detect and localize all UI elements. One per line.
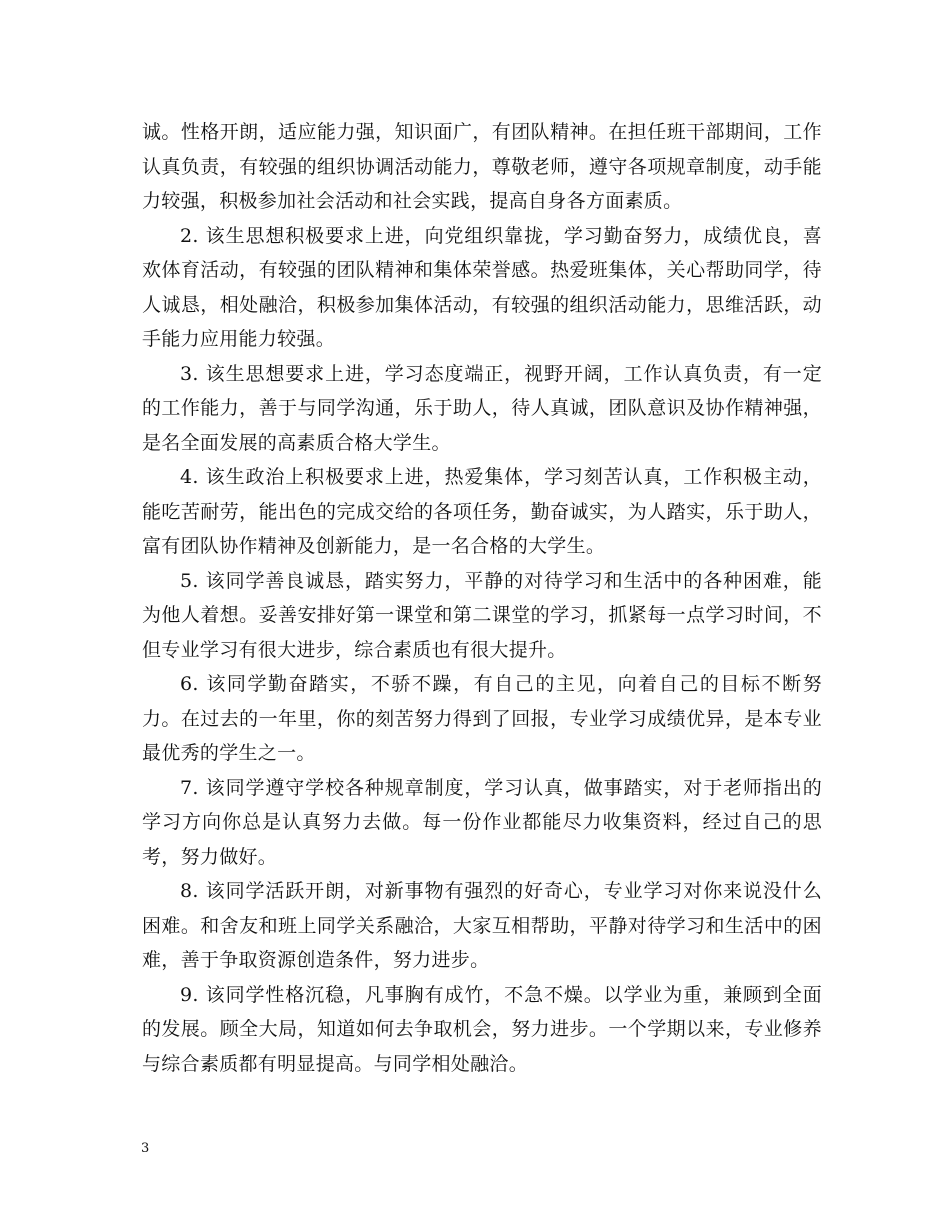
paragraph-item-6: 6. 该同学勤奋踏实，不骄不躁，有自己的主见，向着自己的目标不断努力。在过去的一年里，你的刻苦努力得到了回报，专业学习成绩优异，是本专业最优秀的学生之一。 — [142, 673, 822, 764]
page-number: 3 — [141, 1141, 150, 1156]
paragraph-item-4: 4. 该生政治上积极要求上进，热爱集体，学习刻苦认真，工作积极主动，能吃苦耐劳，能出色的完成交给的各项任务，勤奋诚实，为人踏实，乐于助人，富有团队协作精神及创新能力，是一名合格的大学生。 — [142, 466, 822, 557]
paragraph-item-5: 5. 该同学善良诚恳，踏实努力，平静的对待学习和生活中的各种困难，能为他人着想。妥善安排好第一课堂和第二课堂的学习，抓紧每一点学习时间，不但专业学习有很大进步，综合素质也有很大提升。 — [142, 569, 822, 661]
paragraph-item-8: 8. 该同学活跃开朗，对新事物有强烈的好奇心，专业学习对你来说没什么困难。和舍友和班上同学关系融洽，大家互相帮助，平静对待学习和生活中的困难，善于争取资源创造条件，努力进步。 — [142, 880, 822, 971]
paragraph-item-3: 3. 该生思想要求上进，学习态度端正，视野开阔，工作认真负责，有一定的工作能力，善于与同学沟通，乐于助人，待人真诚，团队意识及协作精神强，是名全面发展的高素质合格大学生。 — [142, 362, 822, 454]
paragraph-item-7: 7. 该同学遵守学校各种规章制度，学习认真，做事踏实，对于老师指出的学习方向你总是认真努力去做。每一份作业都能尽力收集资料，经过自己的思考，努力做好。 — [142, 776, 822, 868]
paragraph-continuation: 诚。性格开朗，适应能力强，知识面广，有团队精神。在担任班干部期间，工作认真负责，有较强的组织协调活动能力，尊敬老师，遵守各项规章制度，动手能力较强，积极参加社会活动和社会实践，提高自身各方面素质。 — [142, 121, 822, 212]
paragraph-item-9: 9. 该同学性格沉稳，凡事胸有成竹，不急不燥。以学业为重，兼顾到全面的发展。顾全大局，知道如何去争取机会，努力进步。一个学期以来，专业修养与综合素质都有明显提高。与同学相处融洽。 — [142, 983, 822, 1075]
paragraph-item-2: 2. 该生思想积极要求上进，向党组织靠拢，学习勤奋努力，成绩优良，喜欢体育活动，有较强的团队精神和集体荣誉感。热爱班集体，关心帮助同学，待人诚恳，相处融洽，积极参加集体活动，有较强的组织活动能力，思维活跃，动手能力应用能力较强。 — [142, 224, 822, 350]
document-body — [142, 115, 822, 1081]
